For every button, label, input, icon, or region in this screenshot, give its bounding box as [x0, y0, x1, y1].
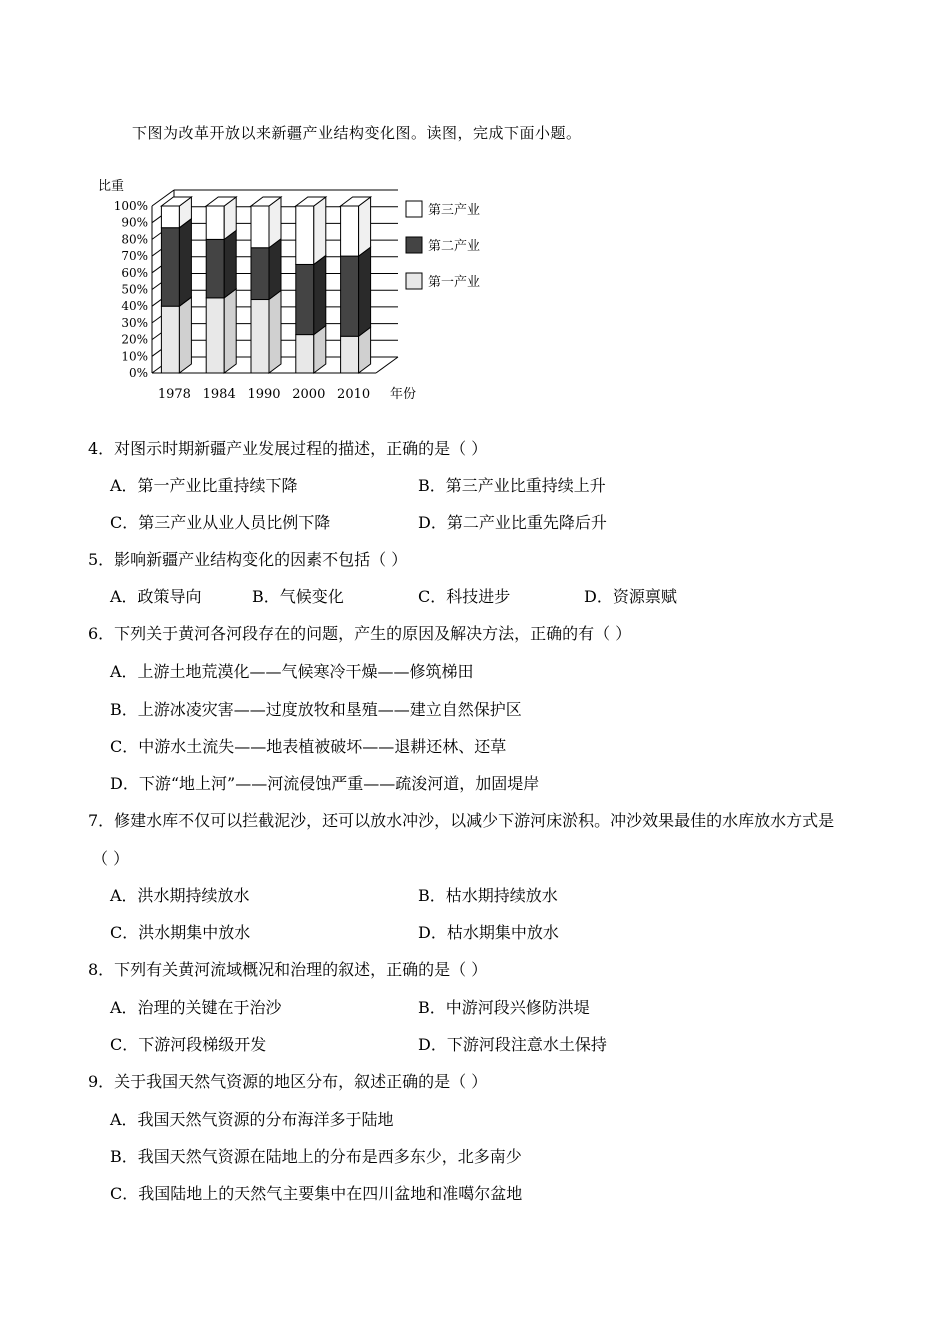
bar-segment: [206, 298, 224, 373]
bar-segment: [161, 228, 179, 306]
bar-segment-side: [269, 291, 281, 373]
x-tick-label: 2010: [337, 387, 371, 402]
floor-edge: [376, 357, 398, 373]
question-9-option-c[interactable]: C．我国陆地上的天然气主要集中在四川盆地和准噶尔盆地: [110, 1184, 523, 1203]
question-5-stem: 5．影响新疆产业结构变化的因素不包括（ ）: [88, 550, 408, 569]
y-axis-title: 比重: [98, 179, 125, 194]
y-tick-label: 60%: [121, 265, 148, 280]
bar-segment: [206, 206, 224, 239]
x-tick-label: 1978: [157, 387, 191, 402]
question-8-option-c[interactable]: C．下游河段梯级开发: [110, 1035, 267, 1054]
bar-segment: [161, 206, 179, 228]
bar-segment: [341, 206, 359, 256]
legend-swatch: [406, 201, 422, 217]
question-8-option-b[interactable]: B．中游河段兴修防洪堤: [418, 998, 590, 1017]
bar-segment: [341, 256, 359, 336]
question-9-option-b[interactable]: B．我国天然气资源在陆地上的分布是西多东少，北多南少: [110, 1147, 522, 1166]
question-6-option-b[interactable]: B．上游冰凌灾害——过度放牧和垦殖——建立自然保护区: [110, 700, 522, 719]
x-tick-label: 1984: [202, 387, 236, 402]
legend-swatch: [406, 273, 422, 289]
bar-segment: [251, 248, 269, 300]
question-7-option-a[interactable]: A．洪水期持续放水: [110, 886, 250, 905]
legend-label: 第二产业: [428, 239, 481, 254]
question-7-stem-cont: （ ）: [92, 849, 130, 868]
bar-segment-side: [179, 297, 191, 373]
question-6-option-c[interactable]: C．中游水土流失——地表植被破坏——退耕还林、还草: [110, 737, 507, 756]
question-4-option-c[interactable]: C．第三产业从业人员比例下降: [110, 513, 331, 532]
y-tick-label: 10%: [121, 349, 148, 364]
question-5-option-c[interactable]: C．科技进步: [418, 587, 511, 606]
question-5-option-b[interactable]: B．气候变化: [252, 587, 344, 606]
question-8-option-d[interactable]: D．下游河段注意水土保持: [418, 1035, 607, 1054]
y-tick-label: 0%: [128, 366, 148, 380]
bar-segment-side: [314, 197, 326, 264]
question-7-stem: 7．修建水库不仅可以拦截泥沙，还可以放水冲沙，以减少下游河床淤积。冲沙效果最佳的水库放水方式是: [88, 811, 835, 830]
industry-structure-chart: [90, 168, 510, 413]
question-9-option-a[interactable]: A．我国天然气资源的分布海洋多于陆地: [110, 1110, 394, 1129]
bar-segment-side: [224, 230, 236, 297]
bar-segment-side: [314, 255, 326, 334]
question-6-option-d[interactable]: D．下游“地上河”——河流侵蚀严重——疏浚河道，加固堤岸: [110, 774, 540, 793]
bar-segment-side: [269, 239, 281, 300]
question-9-stem: 9．关于我国天然气资源的地区分布，叙述正确的是（ ）: [88, 1072, 488, 1091]
bar-segment: [251, 206, 269, 248]
y-tick-label: 80%: [121, 232, 148, 247]
question-6-stem: 6．下列关于黄河各河段存在的问题，产生的原因及解决方法，正确的有（ ）: [88, 624, 632, 643]
question-5-option-a[interactable]: A．政策导向: [110, 587, 202, 606]
bar-segment-side: [359, 197, 371, 256]
bar-segment: [251, 300, 269, 373]
bar-segment: [341, 336, 359, 373]
question-6-option-a[interactable]: A．上游土地荒漠化——气候寒冷干燥——修筑梯田: [110, 662, 474, 681]
bar-segment: [296, 264, 314, 334]
y-tick-label: 40%: [121, 299, 148, 314]
question-4-stem: 4．对图示时期新疆产业发展过程的描述，正确的是（ ）: [88, 439, 488, 458]
question-7-option-b[interactable]: B．枯水期持续放水: [418, 886, 558, 905]
question-8-option-a[interactable]: A．治理的关键在于治沙: [110, 998, 282, 1017]
x-axis-title: 年份: [390, 387, 417, 402]
bar-segment: [296, 335, 314, 373]
bar-segment: [206, 239, 224, 297]
question-7-option-c[interactable]: C．洪水期集中放水: [110, 923, 251, 942]
legend-label: 第三产业: [428, 203, 481, 218]
legend-label: 第一产业: [428, 275, 481, 290]
intro-text: 下图为改革开放以来新疆产业结构变化图。读图，完成下面小题。: [132, 124, 582, 142]
bar-segment-side: [359, 247, 371, 336]
question-4-option-d[interactable]: D．第二产业比重先降后升: [418, 513, 607, 532]
y-tick-label: 30%: [121, 315, 148, 330]
question-4-option-b[interactable]: B．第三产业比重持续上升: [418, 476, 606, 495]
bar-segment: [161, 306, 179, 373]
legend-swatch: [406, 237, 422, 253]
bar-segment-side: [179, 219, 191, 306]
question-4-option-a[interactable]: A．第一产业比重持续下降: [110, 476, 298, 495]
question-5-option-d[interactable]: D．资源禀赋: [584, 587, 677, 606]
bar-segment-side: [224, 289, 236, 373]
y-tick-label: 50%: [121, 282, 148, 297]
x-tick-label: 1990: [247, 387, 281, 402]
question-7-option-d[interactable]: D．枯水期集中放水: [418, 923, 559, 942]
x-tick-label: 2000: [292, 387, 326, 402]
bar-segment: [296, 206, 314, 264]
y-tick-label: 20%: [121, 332, 148, 347]
y-tick-label: 100%: [113, 199, 148, 213]
question-8-stem: 8．下列有关黄河流域概况和治理的叙述，正确的是（ ）: [88, 960, 488, 979]
y-tick-label: 70%: [121, 249, 148, 264]
y-tick-label: 90%: [121, 215, 148, 230]
